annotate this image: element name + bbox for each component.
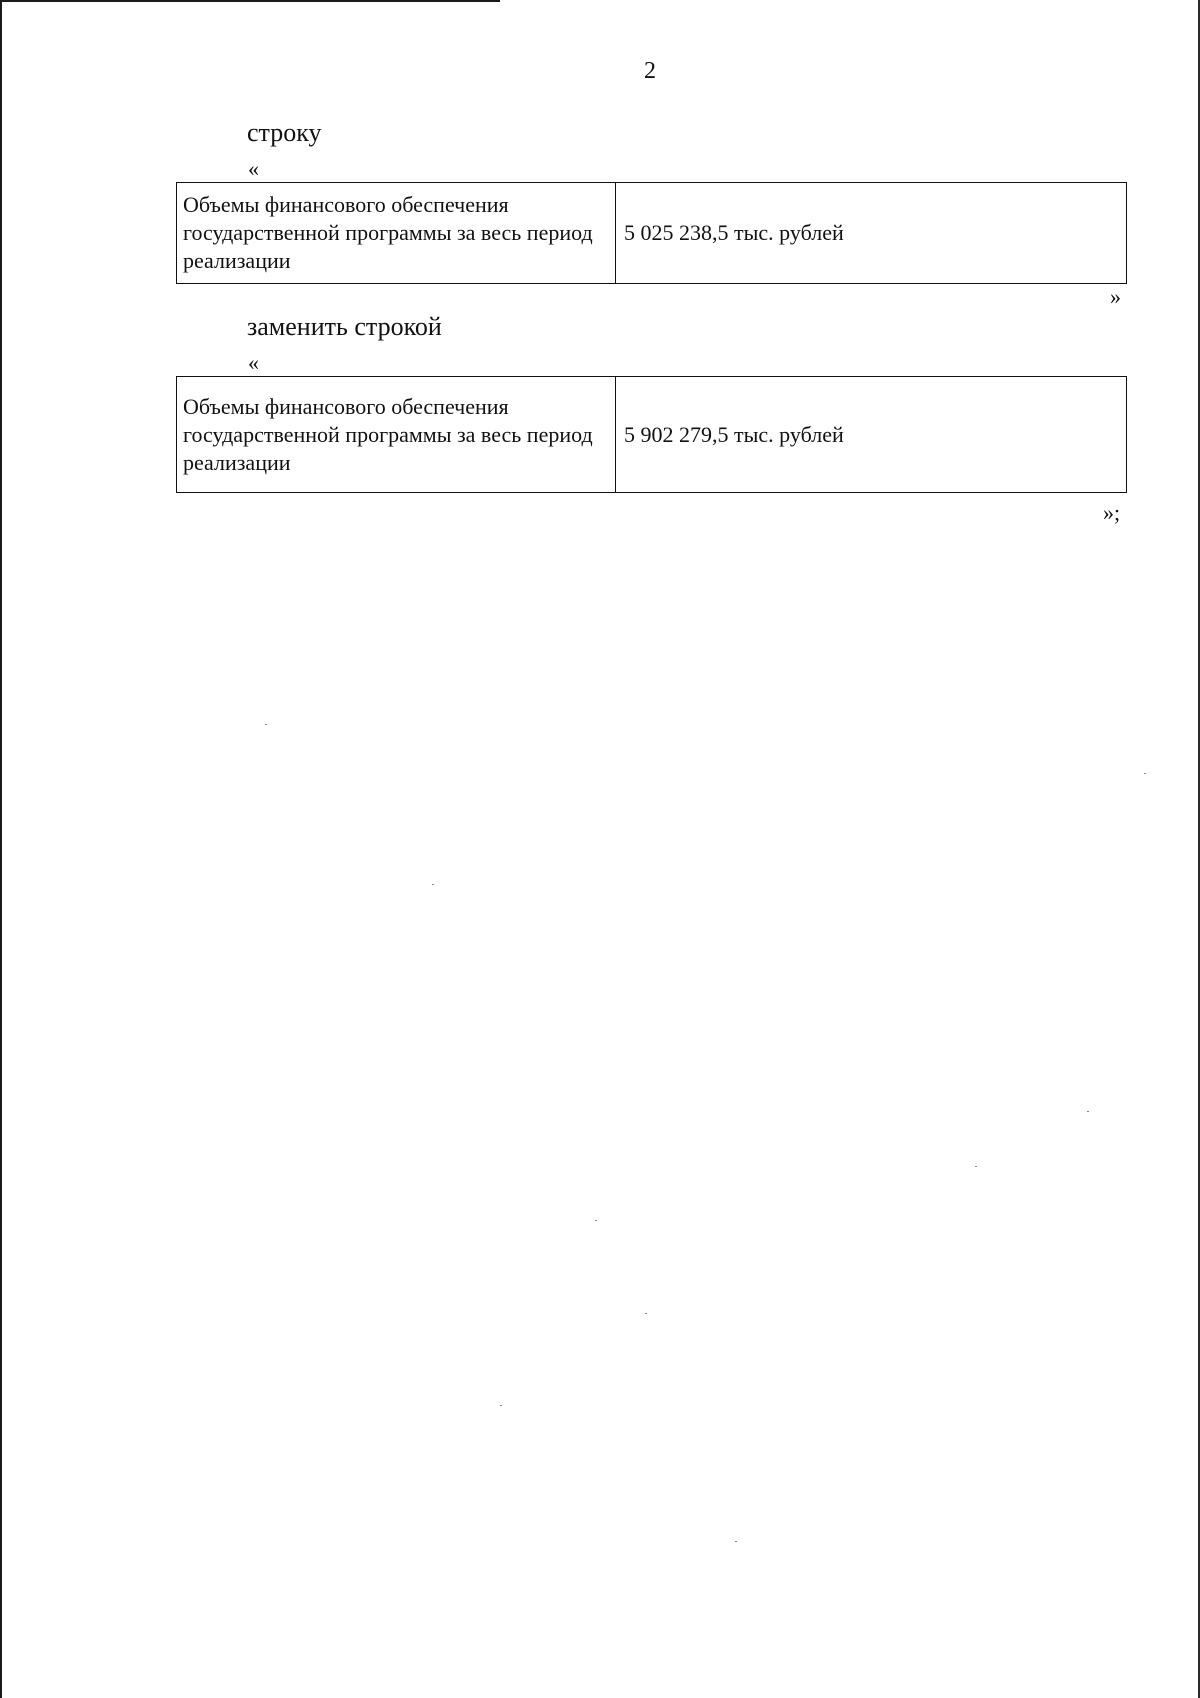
new-row-open-quote: « — [248, 350, 259, 375]
new-row-label-cell — [177, 377, 616, 493]
scan-speck — [500, 1405, 502, 1406]
old-row-value: 5 025 238,5 тыс. рублей — [624, 220, 844, 245]
scan-speck — [595, 1220, 597, 1221]
scan-edge-top — [0, 0, 500, 2]
scan-speck — [645, 1313, 647, 1314]
new-row-table — [176, 376, 1127, 493]
scan-speck — [265, 724, 267, 725]
scan-edge-left — [0, 0, 2, 1698]
table-row — [177, 183, 1127, 284]
old-row-table — [176, 182, 1127, 284]
old-row-open-quote: « — [248, 156, 259, 181]
new-row-close-quote: »; — [1103, 500, 1121, 525]
new-row-label: Объемы финансового обеспечения государственной программы за весь период реализации — [183, 393, 593, 475]
scan-speck — [432, 884, 434, 885]
old-row-value-cell — [616, 183, 1127, 284]
scan-speck — [735, 1541, 737, 1542]
old-row-label-cell — [177, 183, 616, 284]
table-row — [177, 377, 1127, 493]
page-number: 2 — [644, 58, 656, 84]
scan-speck — [1087, 1111, 1089, 1112]
new-row-intro: заменить строкой — [247, 312, 442, 341]
old-row-close-quote: » — [1110, 284, 1121, 309]
old-row-intro: строку — [247, 118, 322, 147]
scan-speck — [975, 1166, 977, 1167]
old-row-label: Объемы финансового обеспечения государственной программы за весь период реализации — [183, 192, 593, 273]
new-row-value: 5 902 279,5 тыс. рублей — [624, 421, 844, 447]
scan-speck — [1144, 773, 1146, 774]
new-row-value-cell — [616, 377, 1127, 493]
